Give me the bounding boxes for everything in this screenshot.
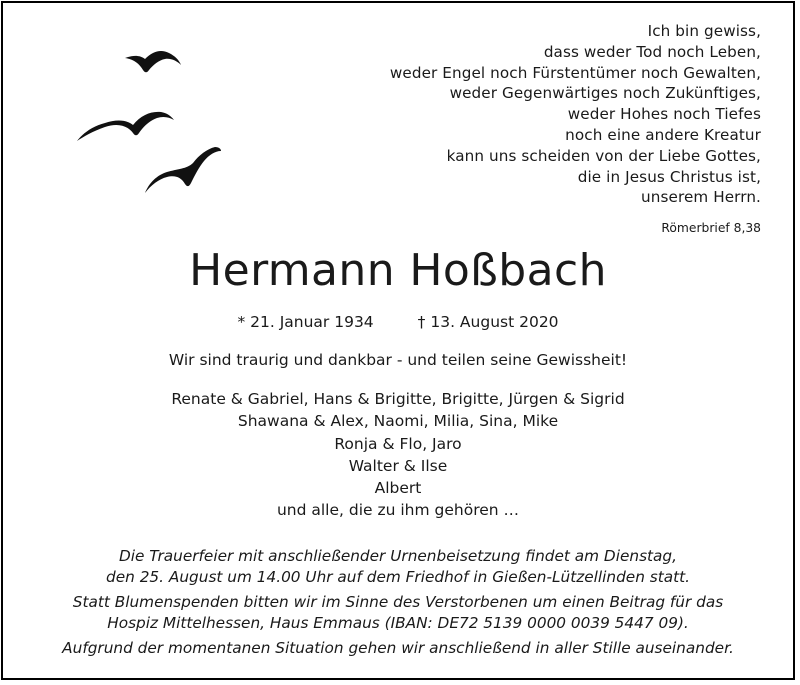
family-line: Walter & Ilse [348, 456, 448, 475]
verse-line: noch eine andere Kreatur [565, 125, 761, 144]
bible-verse [390, 21, 761, 208]
verse-line: weder Engel noch Fürstentümer noch Gewalten, [389, 63, 761, 82]
birth-date: * 21. Januar 1934 [237, 313, 374, 331]
verse-line: dass weder Tod noch Leben, [543, 42, 761, 61]
verse-reference: Römerbrief 8,38 [661, 221, 761, 235]
family-list [3, 388, 793, 522]
verse-line: unserem Herrn. [641, 188, 761, 207]
death-date: † 13. August 2020 [417, 313, 559, 331]
family-line: Albert [374, 479, 422, 498]
bird-top [125, 51, 181, 72]
verse-line: Ich bin gewiss, [647, 22, 761, 40]
life-dates [3, 313, 793, 331]
deceased-name: Hermann Hoßbach [189, 245, 607, 296]
closing-line: Aufgrund der momentanen Situation gehen wir anschließend in aller Stille auseinander. [62, 639, 734, 658]
verse-line: kann uns scheiden von der Liebe Gottes, [446, 146, 761, 165]
family-line: Ronja & Flo, Jaro [334, 434, 462, 453]
bird-middle [77, 112, 174, 141]
obituary-notice [1, 1, 795, 680]
mourning-message: Wir sind traurig und dankbar - und teilen seine Gewissheit! [168, 351, 628, 369]
family-line: Shawana & Alex, Naomi, Milia, Sina, Mike [237, 412, 559, 431]
donation-line: Hospiz Mittelhessen, Haus Emmaus (IBAN: DE72 5139 0000 0039 5447 09). [107, 613, 689, 632]
family-line: Renate & Gabriel, Hans & Brigitte, Brigitte, Jürgen & Sigrid [171, 390, 625, 408]
flying-birds-icon [73, 43, 243, 213]
funeral-line: Die Trauerfeier mit anschließender Urnenbeisetzung findet am Dienstag, [119, 547, 677, 565]
verse-line: weder Hohes noch Tiefes [567, 105, 761, 124]
donation-line: Statt Blumenspenden bitten wir im Sinne des Verstorbenen um einen Beitrag für das [72, 593, 724, 612]
bird-bottom [145, 147, 221, 193]
funeral-line: den 25. August um 14.00 Uhr auf dem Friedhof in Gießen-Lützellinden statt. [106, 567, 690, 586]
funeral-information [3, 546, 793, 659]
verse-line: die in Jesus Christus ist, [577, 167, 761, 186]
verse-line: weder Gegenwärtiges noch Zukünftiges, [449, 84, 761, 103]
family-line: und alle, die zu ihm gehören … [276, 501, 520, 520]
